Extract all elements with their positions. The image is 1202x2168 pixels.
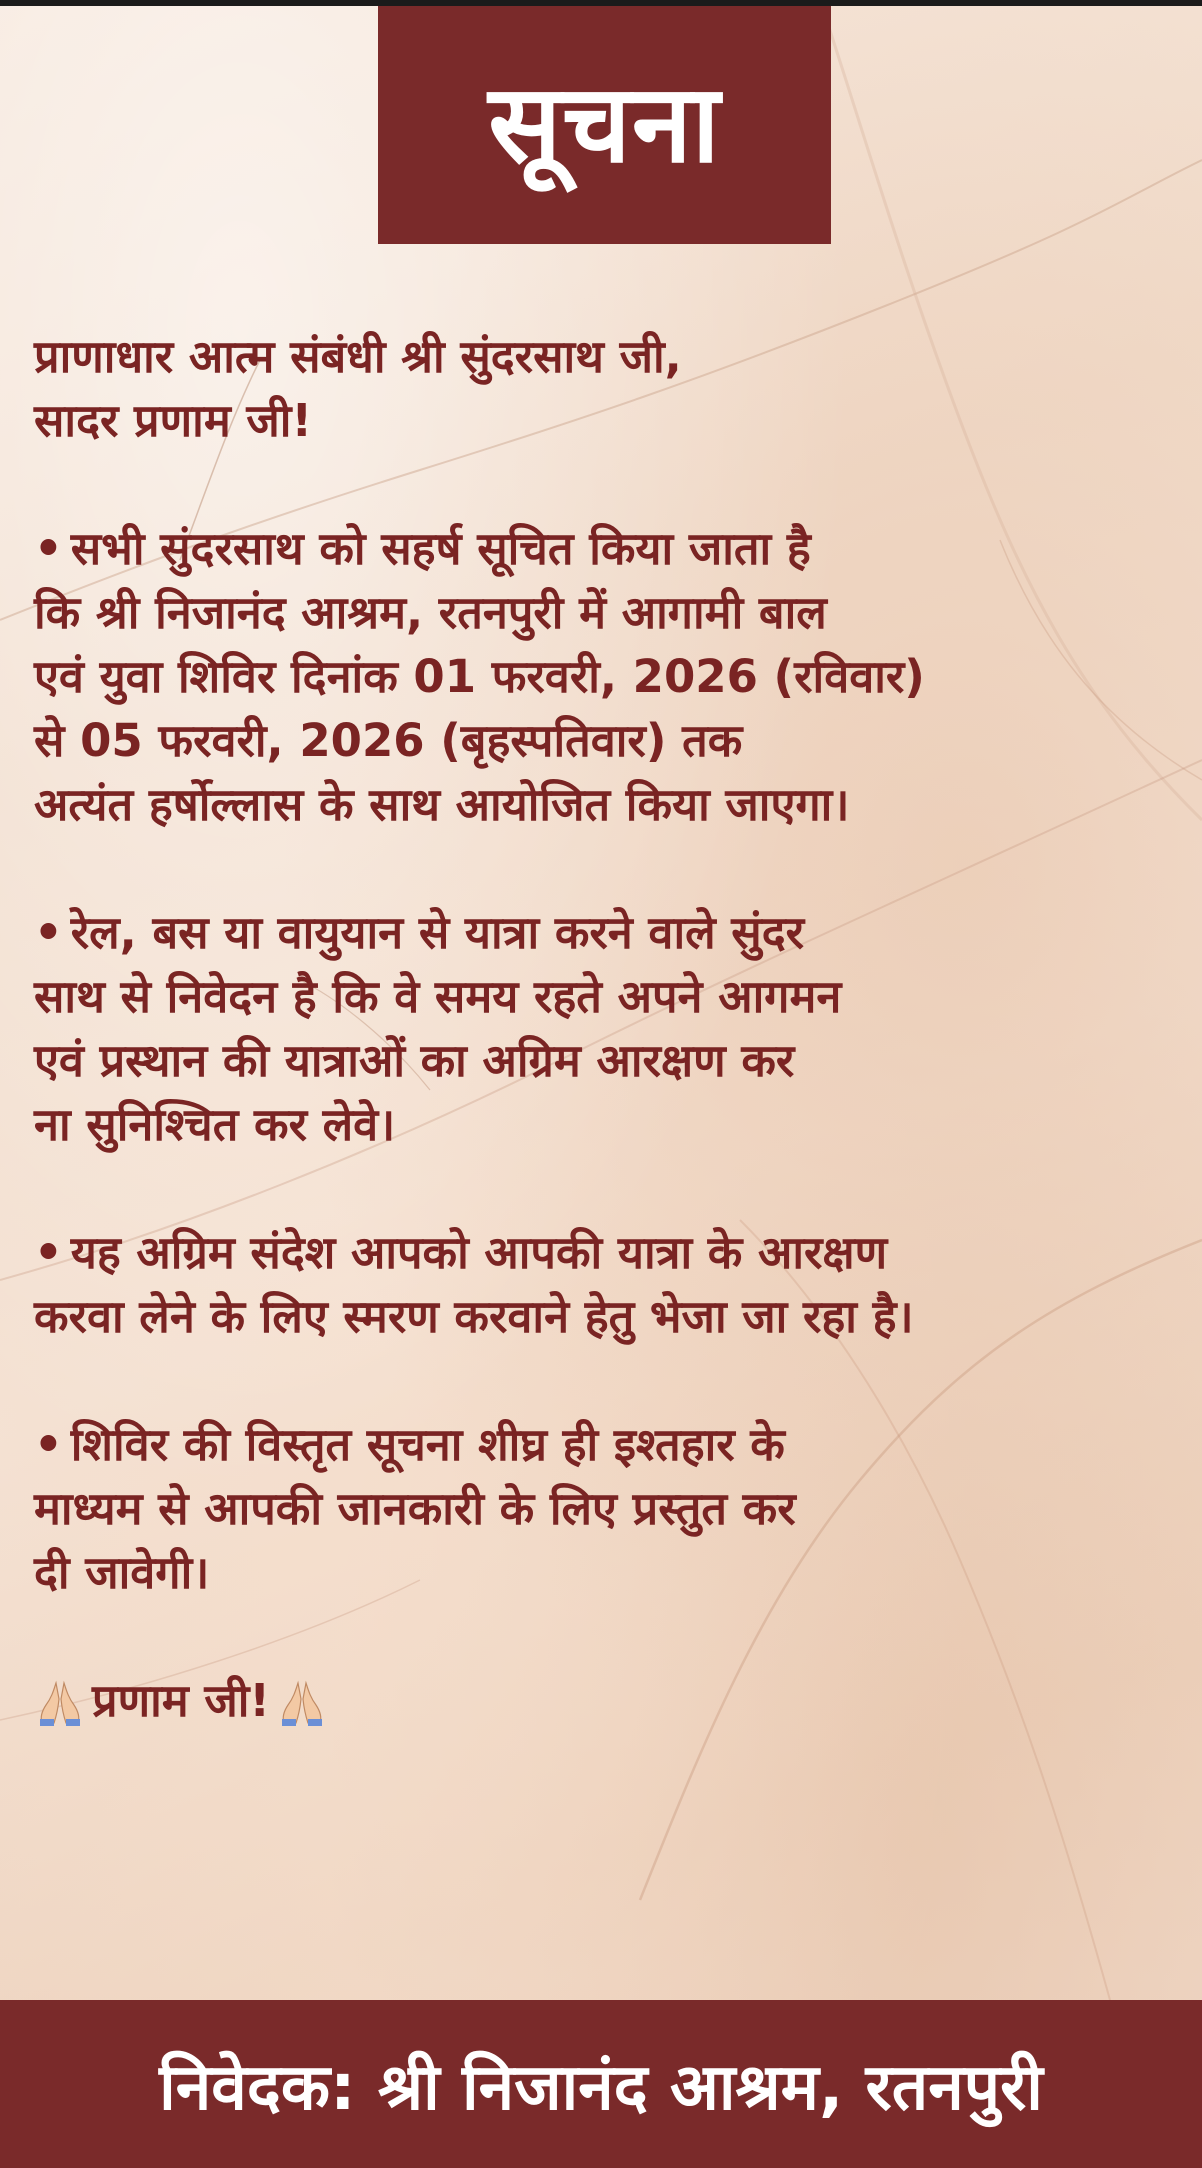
paragraph-4-line-2: माध्यम से आपकी जानकारी के लिए प्रस्तुत कर (34, 1482, 796, 1535)
paragraph-1-line-1: • सभी सुंदरसाथ को सहर्ष सूचित किया जाता है (34, 517, 1174, 581)
paragraph-3-line-1: • यह अग्रिम संदेश आपको आपकी यात्रा के आरक्षण (34, 1221, 1174, 1285)
paragraph-3-line-2: करवा लेने के लिए स्मरण करवाने हेतु भेजा जा रहा है। (34, 1290, 914, 1343)
folded-hands-icon (276, 1675, 328, 1727)
paragraph-1-line-5: अत्यंत हर्षोल्लास के साथ आयोजित किया जाएगा। (34, 778, 850, 831)
bullet: • (34, 906, 63, 959)
paragraph-4-line-3: दी जावेगी। (34, 1546, 210, 1599)
paragraph-2-line-1: • रेल, बस या वायुयान से यात्रा करने वाले सुंदर (34, 901, 1174, 965)
paragraph-2-line-2: साथ से निवेदन है कि वे समय रहते अपने आगमन (34, 970, 842, 1023)
greeting-line-1: प्राणाधार आत्म संबंधी श्री सुंदरसाथ जी, (34, 330, 682, 383)
greeting-line-2: सादर प्रणाम जी! (34, 394, 312, 447)
bullet: • (34, 1418, 63, 1471)
paragraph-2-line-4: ना सुनिश्चित कर लेवे। (34, 1098, 396, 1151)
paragraph-2-line-3: एवं प्रस्थान की यात्राओं का अग्रिम आरक्षण कर (34, 1034, 795, 1087)
paragraph-1-line-3: एवं युवा शिविर दिनांक 01 फरवरी, 2026 (रविवार) (34, 650, 925, 703)
paragraph-4-line-1: • शिविर की विस्तृत सूचना शीघ्र ही इश्तहार के (34, 1413, 1174, 1477)
title-banner (378, 6, 831, 244)
paragraph-1-line-2: कि श्री निजानंद आश्रम, रतनपुरी में आगामी बाल (34, 586, 827, 639)
footer-banner (0, 2000, 1202, 2168)
closing-greeting (34, 1669, 1174, 1733)
notice-body (34, 325, 1174, 1733)
bullet: • (34, 522, 63, 575)
closing-text: प्रणाम जी! (92, 1674, 270, 1727)
folded-hands-icon (34, 1675, 86, 1727)
page-title: सूचना (488, 62, 721, 187)
footer-text: निवेदक: श्री निजानंद आश्रम, रतनपुरी (159, 2050, 1043, 2125)
paragraph-1-line-4: से 05 फरवरी, 2026 (बृहस्पतिवार) तक (34, 714, 743, 767)
bullet: • (34, 1226, 63, 1279)
